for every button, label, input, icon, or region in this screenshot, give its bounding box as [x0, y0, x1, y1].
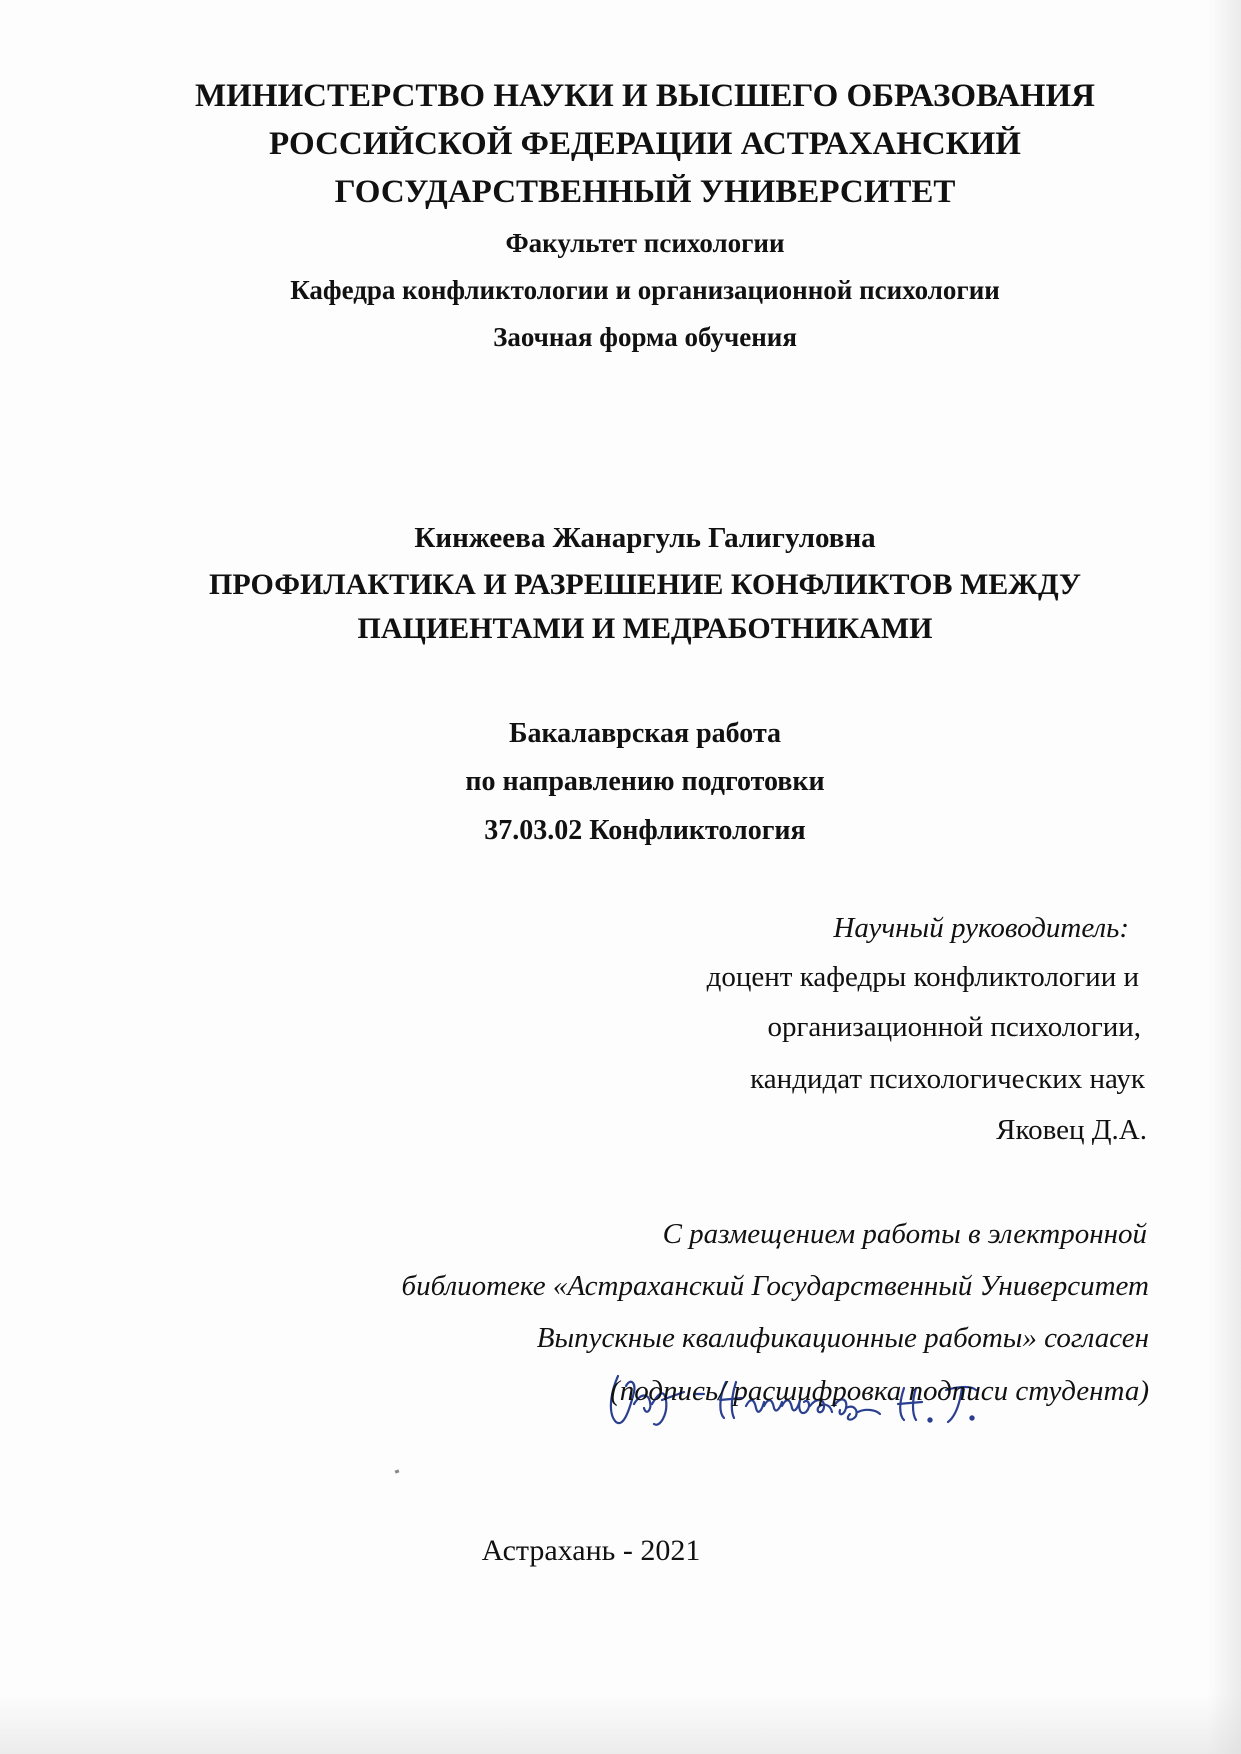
thesis-title-line-1: ПРОФИЛАКТИКА И РАЗРЕШЕНИЕ КОНФЛИКТОВ МЕЖДУ — [209, 568, 1081, 601]
ministry-line-3: ГОСУДАРСТВЕННЫЙ УНИВЕРСИТЕТ — [334, 174, 956, 210]
direction-code: 37.03.02 Конфликтология — [484, 815, 806, 846]
consent-line-2: библиотеке «Астраханский Государственный Университет — [401, 1270, 1149, 1302]
signature-caption: (подпись/ расшифровка подписи студента) — [610, 1375, 1149, 1407]
thesis-title-line-2: ПАЦИЕНТАМИ И МЕДРАБОТНИКАМИ — [357, 612, 933, 645]
advisor-position-line-1: доцент кафедры конфликтологии и — [706, 961, 1139, 993]
advisor-degree: кандидат психологических наук — [750, 1063, 1145, 1095]
direction-label: по направлению подготовки — [465, 766, 825, 797]
page-edge-shadow — [1207, 0, 1241, 1754]
advisor-name: Яковец Д.А. — [996, 1114, 1147, 1146]
faculty-name: Факультет психологии — [505, 228, 785, 258]
advisor-position-line-2: организационной психологии, — [767, 1011, 1141, 1043]
ministry-line-1: МИНИСТЕРСТВО НАУКИ И ВЫСШЕГО ОБРАЗОВАНИЯ — [195, 78, 1095, 114]
author-name: Кинжеева Жанаргуль Галигуловна — [414, 522, 876, 554]
scan-speck — [395, 1469, 400, 1473]
city-year: Астрахань - 2021 — [481, 1534, 701, 1567]
advisor-label: Научный руководитель: — [833, 912, 1129, 944]
study-form: Заочная форма обучения — [493, 322, 797, 352]
consent-line-1: С размещением работы в электронной — [662, 1218, 1147, 1250]
page-bottom-shadow — [0, 1694, 1241, 1754]
department-name: Кафедра конфликтологии и организационной психологии — [290, 275, 1000, 305]
work-type: Бакалаврская работа — [508, 718, 782, 749]
consent-line-3: Выпускные квалификационные работы» согласен — [536, 1322, 1149, 1354]
ministry-line-2: РОССИЙСКОЙ ФЕДЕРАЦИИ АСТРАХАНСКИЙ — [269, 126, 1021, 162]
